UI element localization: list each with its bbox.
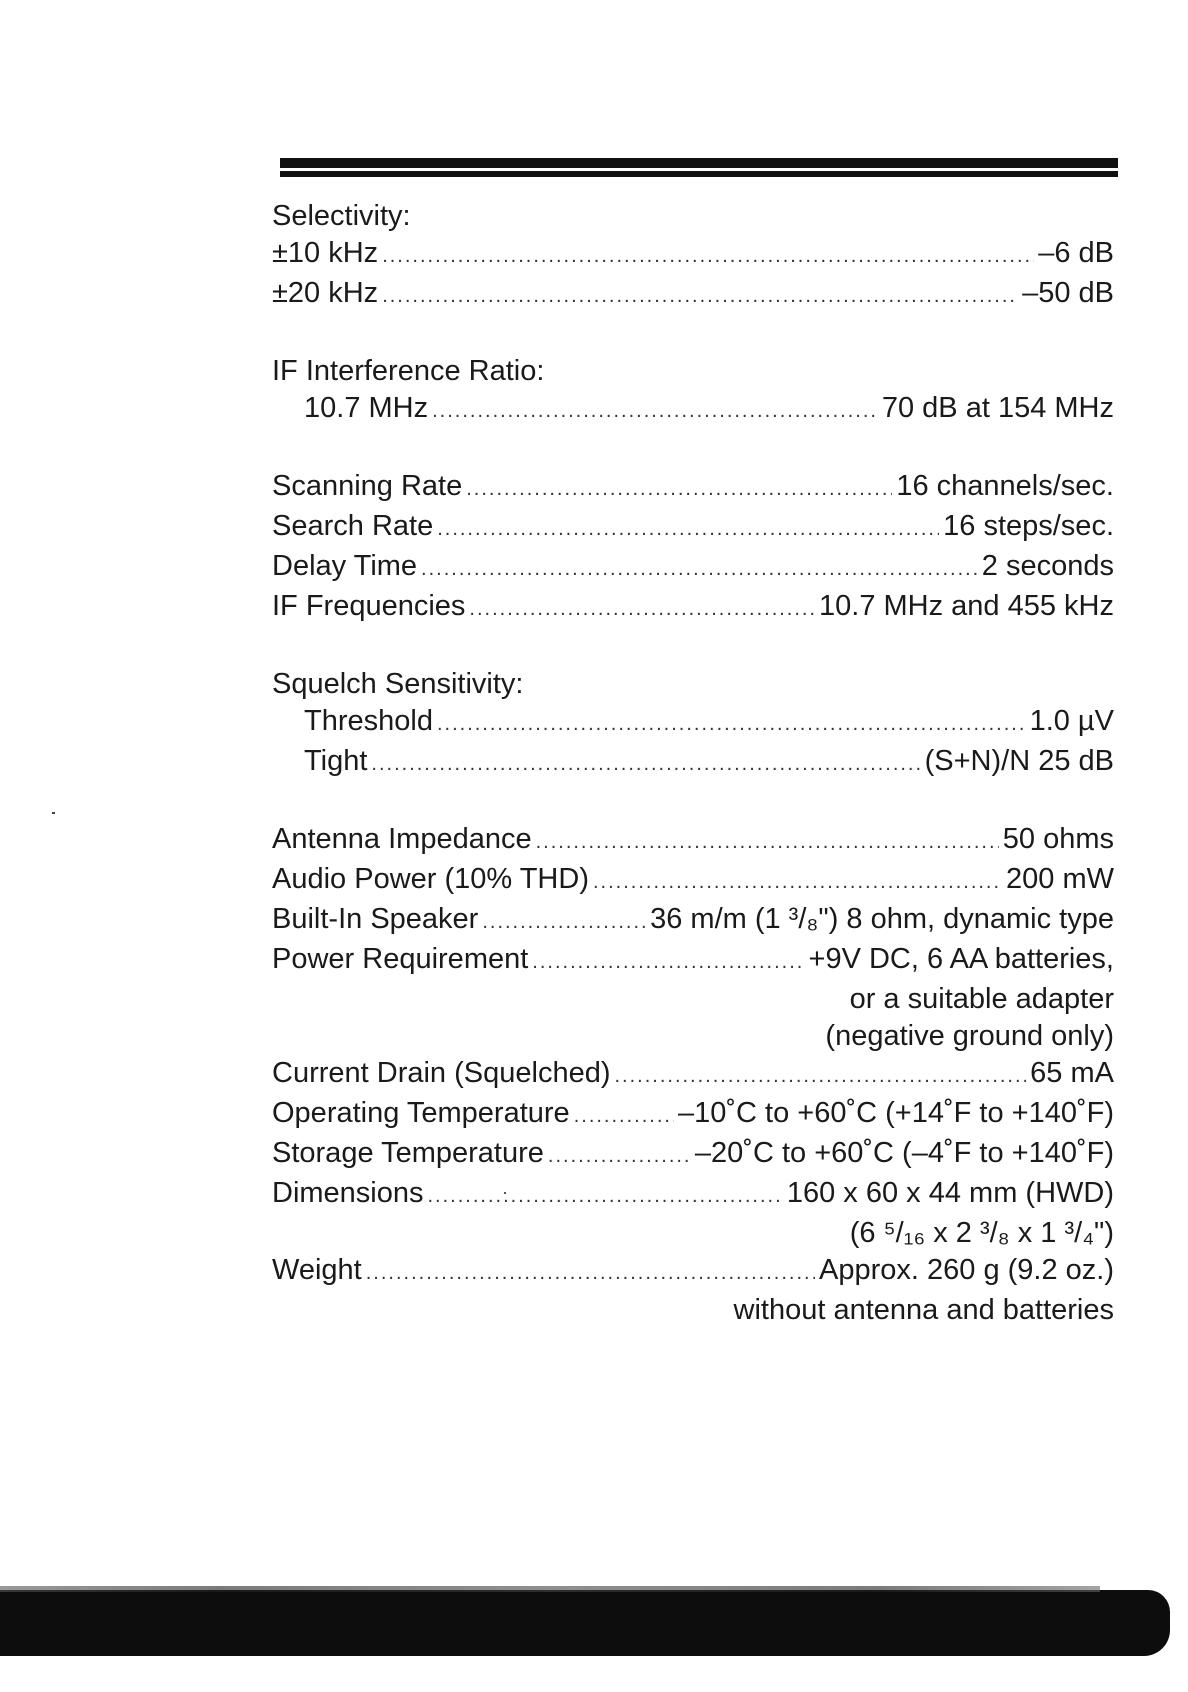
spec-label: Storage Temperature bbox=[272, 1137, 544, 1169]
spec-label: Antenna Impedance bbox=[272, 823, 532, 855]
spec-label: 10.7 MHz bbox=[304, 392, 429, 424]
spec-value: Approx. 260 g (9.2 oz.) bbox=[819, 1254, 1114, 1286]
leader-dots bbox=[366, 1255, 815, 1292]
spec-value: 16 channels/sec. bbox=[896, 470, 1114, 502]
spec-value: –6 dB bbox=[1038, 237, 1114, 269]
general-group bbox=[272, 821, 1114, 1329]
spec-label: Power Requirement bbox=[272, 943, 529, 975]
spec-row bbox=[272, 1095, 1114, 1135]
spec-value: 16 steps/sec. bbox=[943, 510, 1114, 542]
spec-row bbox=[272, 275, 1114, 315]
spec-row bbox=[272, 861, 1114, 901]
spec-value: (S+N)/N 25 dB bbox=[924, 745, 1114, 777]
spec-row bbox=[272, 743, 1114, 783]
spec-value: 200 mW bbox=[1006, 863, 1114, 895]
leader-dots bbox=[548, 1138, 691, 1175]
spec-row bbox=[272, 588, 1114, 628]
leader-dots bbox=[382, 278, 1018, 315]
squelch-heading: Squelch Sensitivity: bbox=[272, 668, 524, 700]
spec-value: 50 ohms bbox=[1002, 823, 1114, 855]
squelch-group bbox=[272, 666, 1114, 783]
leader-dots bbox=[437, 511, 939, 548]
spec-value: 10.7 MHz and 455 kHz bbox=[819, 590, 1114, 622]
rates-group bbox=[272, 468, 1114, 628]
spec-row bbox=[272, 901, 1114, 941]
leader-dots bbox=[382, 238, 1034, 275]
spec-row bbox=[272, 548, 1114, 588]
leader-dots bbox=[432, 393, 878, 430]
spec-row bbox=[272, 1055, 1114, 1095]
spec-value: 65 mA bbox=[1030, 1057, 1114, 1089]
specifications-list bbox=[272, 198, 1114, 1367]
spec-value-continuation: or a suitable adapter bbox=[849, 983, 1114, 1015]
spec-value: 2 seconds bbox=[981, 550, 1114, 582]
spec-label: ±20 kHz bbox=[272, 277, 379, 309]
if-interference-group bbox=[272, 353, 1114, 430]
spec-row bbox=[272, 941, 1114, 981]
spec-row bbox=[272, 703, 1114, 743]
leader-dots bbox=[593, 864, 1002, 901]
spec-label: ±10 kHz bbox=[272, 237, 379, 269]
leader-dots bbox=[466, 471, 892, 508]
spec-row bbox=[272, 390, 1114, 430]
spec-value: 1.0 µV bbox=[1029, 705, 1114, 737]
scan-speck bbox=[52, 812, 55, 814]
leader-dots bbox=[428, 1178, 783, 1215]
spec-value: 36 m/m (1 ³/₈") 8 ohm, dynamic type bbox=[650, 903, 1114, 935]
spec-label: Current Drain (Squelched) bbox=[272, 1057, 611, 1089]
spec-row bbox=[272, 508, 1114, 548]
spec-label: Audio Power (10% THD) bbox=[272, 863, 589, 895]
spec-row bbox=[272, 1175, 1114, 1215]
leader-dots bbox=[421, 551, 978, 588]
spec-label: Delay Time bbox=[272, 550, 418, 582]
leader-dots bbox=[532, 944, 804, 981]
if-interference-heading: IF Interference Ratio: bbox=[272, 355, 545, 387]
selectivity-heading: Selectivity: bbox=[272, 200, 411, 232]
spec-value-continuation: (6 ⁵/₁₆ x 2 ³/₈ x 1 ³/₄") bbox=[849, 1217, 1114, 1249]
leader-dots bbox=[371, 746, 920, 783]
spec-label: Weight bbox=[272, 1254, 362, 1286]
leader-dots bbox=[536, 824, 999, 861]
spec-label: Dimensions bbox=[272, 1177, 424, 1209]
spec-row bbox=[272, 468, 1114, 508]
spec-value: 70 dB at 154 MHz bbox=[881, 392, 1114, 424]
spec-label: Scanning Rate bbox=[272, 470, 463, 502]
spec-value-continuation: without antenna and batteries bbox=[733, 1294, 1114, 1326]
spec-value: 160 x 60 x 44 mm (HWD) bbox=[786, 1177, 1114, 1209]
selectivity-group bbox=[272, 198, 1114, 315]
spec-row bbox=[272, 1135, 1114, 1175]
spec-value: –10˚C to +60˚C (+14˚F to +140˚F) bbox=[677, 1097, 1114, 1129]
leader-dots bbox=[482, 904, 646, 941]
spec-label: Tight bbox=[304, 745, 368, 777]
spec-label: IF Frequencies bbox=[272, 590, 466, 622]
leader-dots bbox=[574, 1098, 674, 1135]
spec-label: Built-In Speaker bbox=[272, 903, 479, 935]
leader-dots bbox=[437, 706, 1026, 743]
spec-row bbox=[272, 821, 1114, 861]
leader-dots bbox=[469, 591, 815, 628]
spec-label: Threshold bbox=[304, 705, 433, 737]
spec-label: Search Rate bbox=[272, 510, 434, 542]
bottom-bar bbox=[0, 1590, 1170, 1656]
spec-label: Operating Temperature bbox=[272, 1097, 570, 1129]
spec-value-continuation: (negative ground only) bbox=[825, 1020, 1114, 1052]
spec-row bbox=[272, 235, 1114, 275]
top-rule bbox=[280, 158, 1118, 171]
spec-value: –50 dB bbox=[1022, 277, 1114, 309]
spec-value: –20˚C to +60˚C (–4˚F to +140˚F) bbox=[694, 1137, 1114, 1169]
spec-value: +9V DC, 6 AA batteries, bbox=[808, 943, 1114, 975]
spec-row bbox=[272, 1252, 1114, 1292]
leader-dots bbox=[614, 1058, 1026, 1095]
